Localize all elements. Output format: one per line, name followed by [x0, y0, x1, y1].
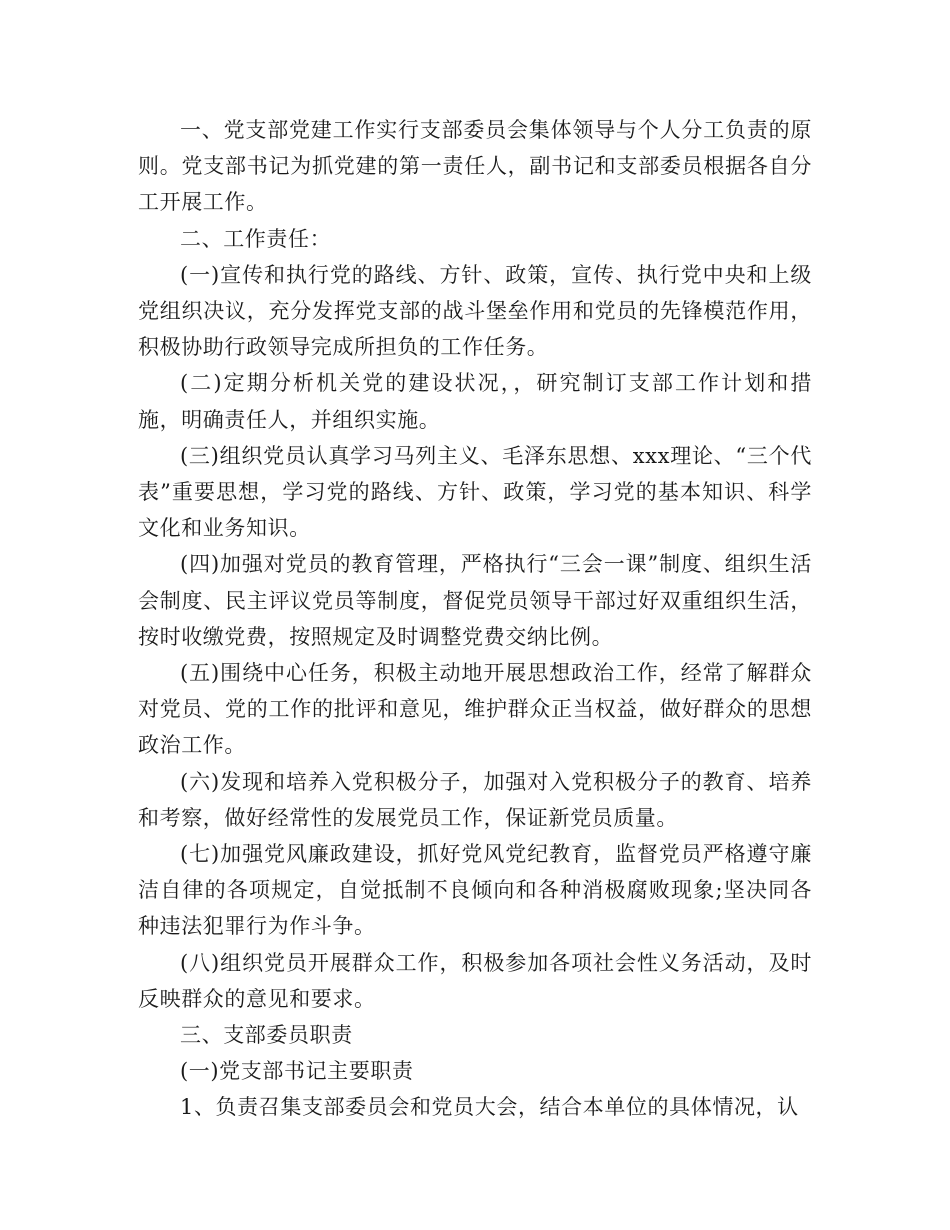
- paragraph-secretary-duty-1: 1、负责召集支部委员会和党员大会，结合本单位的具体情况，认: [180, 1095, 799, 1120]
- paragraph-principle: 一、党支部党建工作实行支部委员会集体领导与个人分工负责的原则。党支部书记为抓党建的第一责任人，副书记和支部委员根据各自分工开展工作。: [138, 118, 812, 215]
- heading-committee-duties: 三、支部委员职责: [180, 1023, 353, 1048]
- heading-work-responsibility: 二、工作责任：: [180, 226, 332, 251]
- subheading-secretary-duties: (一)党支部书记主要职责: [180, 1059, 414, 1084]
- document-body: [138, 112, 812, 1126]
- paragraph-item-7: (七)加强党风廉政建设，抓好党风党纪教育，监督党员严格遵守廉洁自律的各项规定，自觉抵制不良倾向和各种消极腐败现象;坚决同各种违法犯罪行为作斗争。: [138, 842, 812, 939]
- paragraph-item-2: (二)定期分析机关党的建设状况，，研究制订支部工作计划和措施，明确责任人，并组织实施。: [138, 371, 812, 432]
- paragraph-item-8: (八)组织党员开展群众工作，积极参加各项社会性义务活动，及时反映群众的意见和要求。: [138, 950, 812, 1011]
- paragraph-item-4: (四)加强对党员的教育管理，严格执行“三会一课”制度、组织生活会制度、民主评议党员等制度，督促党员领导干部过好双重组织生活，按时收缴党费，按照规定及时调整党费交纳比例。: [138, 552, 812, 649]
- paragraph-item-3: (三)组织党员认真学习马列主义、毛泽东思想、xxx理论、“三个代表”重要思想，学习党的路线、方针、政策，学习党的基本知识、科学文化和业务知识。: [138, 443, 812, 541]
- paragraph-item-6: (六)发现和培养入党积极分子，加强对入党积极分子的教育、培养和考察，做好经常性的发展党员工作，保证新党员质量。: [138, 769, 812, 830]
- paragraph-item-1: (一)宣传和执行党的路线、方针、政策，宣传、执行党中央和上级党组织决议，充分发挥党支部的战斗堡垒作用和党员的先锋模范作用，积极协助行政领导完成所担负的工作任务。: [138, 262, 812, 360]
- paragraph-item-5: (五)围绕中心任务，积极主动地开展思想政治工作，经常了解群众对党员、党的工作的批评和意见，维护群众正当权益，做好群众的思想政治工作。: [138, 661, 812, 758]
